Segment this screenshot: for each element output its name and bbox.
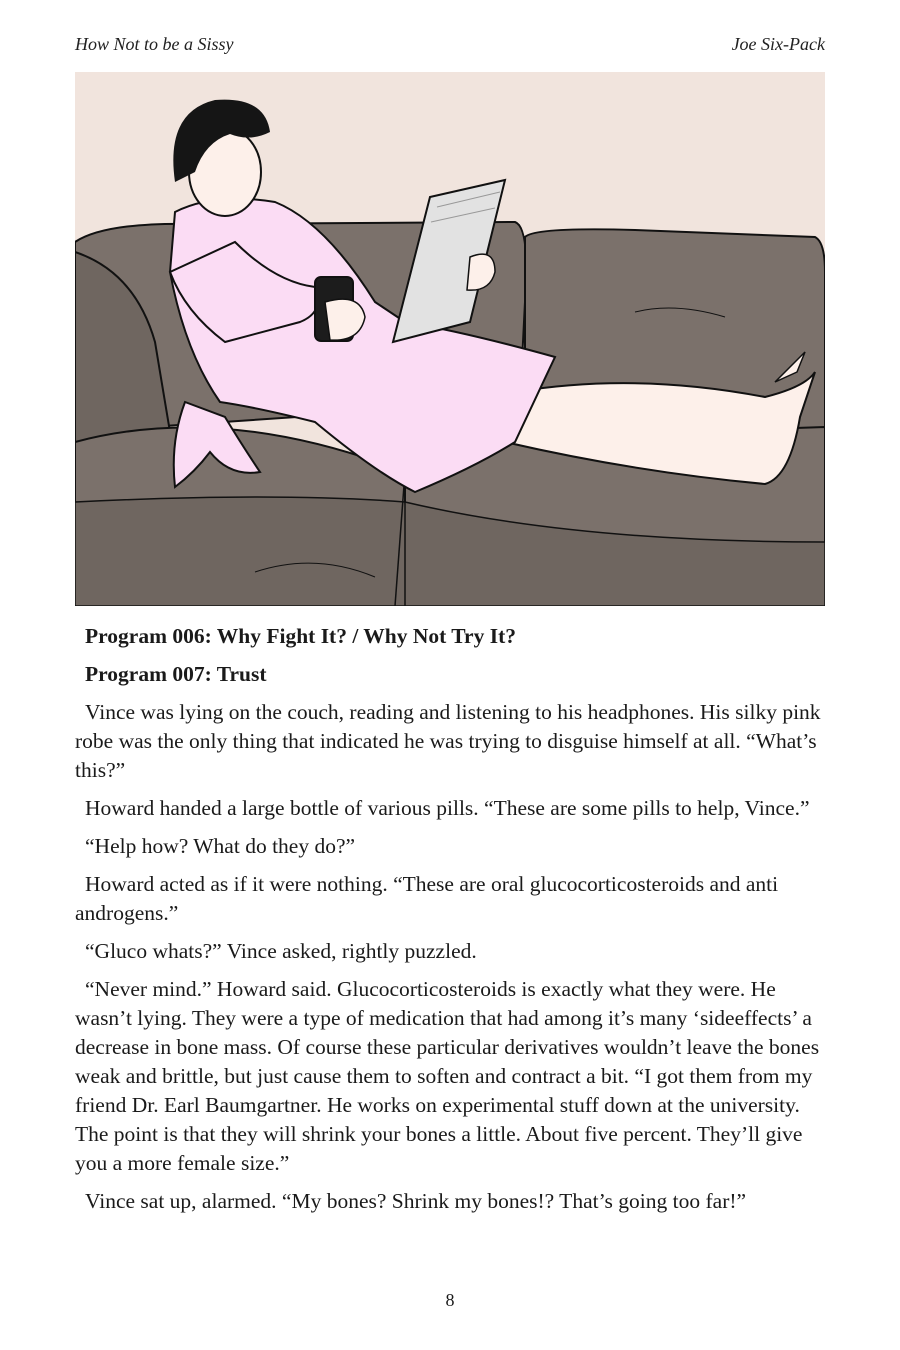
program-heading: Program 006: Why Fight It? / Why Not Try It? xyxy=(85,624,516,648)
illustration xyxy=(75,72,825,606)
paragraph: Vince sat up, alarmed. “My bones? Shrink my bones!? That’s going too far!” xyxy=(85,1189,747,1213)
paragraph: “Help how? What do they do?” xyxy=(85,834,356,858)
illustration-drawing xyxy=(75,72,825,606)
couch-front-left xyxy=(75,497,415,606)
book-title: How Not to be a Sissy xyxy=(75,34,234,54)
paragraph: “Never mind.” Howard said. Glucocorticosteroids is exactly what they were. He wasn’t lying. They were a type of medication that had among it’s many ‘sideeffects’ a decrease in bone mass. Of course these particular derivatives wouldn’t leave the bones weak and brittle, but just cause them to soften and contract a bit. “I got them from my friend Dr. Earl Baumgartner. He works on experimental stuff down at the university. The point is that they will shrink your bones a little. About five percent. They’ll give you a more female size.” xyxy=(75,977,820,1175)
running-header xyxy=(75,34,825,55)
page-number: 8 xyxy=(445,1290,455,1310)
author-name: Joe Six-Pack xyxy=(731,34,825,54)
paragraph: Vince was lying on the couch, reading and listening to his headphones. His silky pink robe was the only thing that indicated he was trying to disguise himself at all. “What’s this?” xyxy=(75,700,821,782)
program-heading: Program 007: Trust xyxy=(85,662,267,686)
paragraph: Howard acted as if it were nothing. “These are oral glucocorticosteroids and anti androgens.” xyxy=(75,872,779,925)
paragraph: Howard handed a large bottle of various pills. “These are some pills to help, Vince.” xyxy=(85,796,810,820)
page-body xyxy=(75,622,825,1225)
paragraph: “Gluco whats?” Vince asked, rightly puzzled. xyxy=(85,939,477,963)
